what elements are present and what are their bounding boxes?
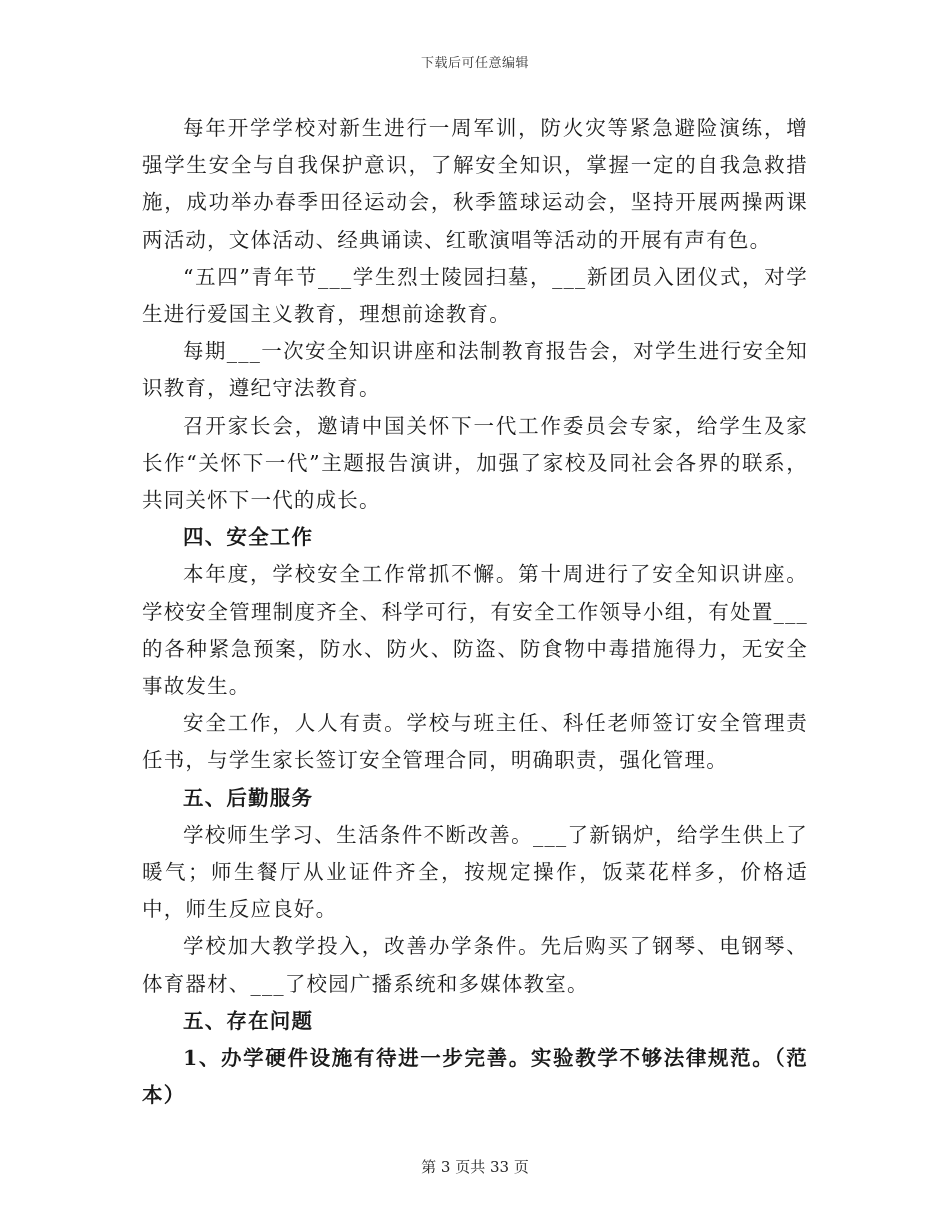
page-footer: 第 3 页共 33 页 — [421, 1158, 529, 1176]
paragraph-military-training: 每年开学学校对新生进行一周军训，防火灾等紧急避险演练，增强学生安全与自我保护意识，了解安全知识，掌握一定的自我急救措施，成功举办春季田径运动会，秋季篮球运动会，坚持开展两操两课两活动，文体活动、经典诵读、红歌演唱等活动的开展有声有色。 — [142, 116, 808, 252]
paragraph-teaching-investment: 学校加大教学投入，改善办学条件。先后购买了钢琴、电钢琴、体育器材、___了校园广播系统和多媒体教室。 — [142, 934, 808, 996]
section-heading-problems: 五、存在问题 — [183, 1008, 314, 1033]
problem-item-1: 1、办学硬件设施有待进一步完善。实验教学不够法律规范。（范本） — [142, 1046, 808, 1108]
page-header: 下载后可任意编辑 — [420, 56, 529, 71]
section-heading-logistics: 五、后勤服务 — [183, 785, 314, 810]
section-heading-safety: 四、安全工作 — [183, 525, 314, 550]
paragraph-safety-work: 本年度，学校安全工作常抓不懈。第十周进行了安全知识讲座。学校安全管理制度齐全、科学可行，有安全工作领导小组，有处置___的各种紧急预案，防水、防火、防盗、防食物中毒措施得力，无安全事故发生。 — [142, 562, 808, 699]
paragraph-safety-responsibility: 安全工作，人人有责。学校与班主任、科任老师签订安全管理责任书，与学生家长签订安全管理合同，明确职责，强化管理。 — [142, 711, 808, 773]
paragraph-safety-lecture: 每期___一次安全知识讲座和法制教育报告会，对学生进行安全知识教育，遵纪守法教育。 — [142, 339, 808, 401]
paragraph-parent-meeting: 召开家长会，邀请中国关怀下一代工作委员会专家，给学生及家长作“关怀下一代”主题报告演讲，加强了家校及同社会各界的联系，共同关怀下一代的成长。 — [142, 413, 808, 513]
paragraph-living-conditions: 学校师生学习、生活条件不断改善。___了新锅炉，给学生供上了暖气；师生餐厅从业证件齐全，按规定操作，饭菜花样多，价格适中，师生反应良好。 — [142, 822, 808, 922]
paragraph-youth-day: “五四”青年节___学生烈士陵园扫墓，___新团员入团仪式，对学生进行爱国主义教育，理想前途教育。 — [142, 264, 808, 327]
document-body — [142, 110, 808, 1114]
